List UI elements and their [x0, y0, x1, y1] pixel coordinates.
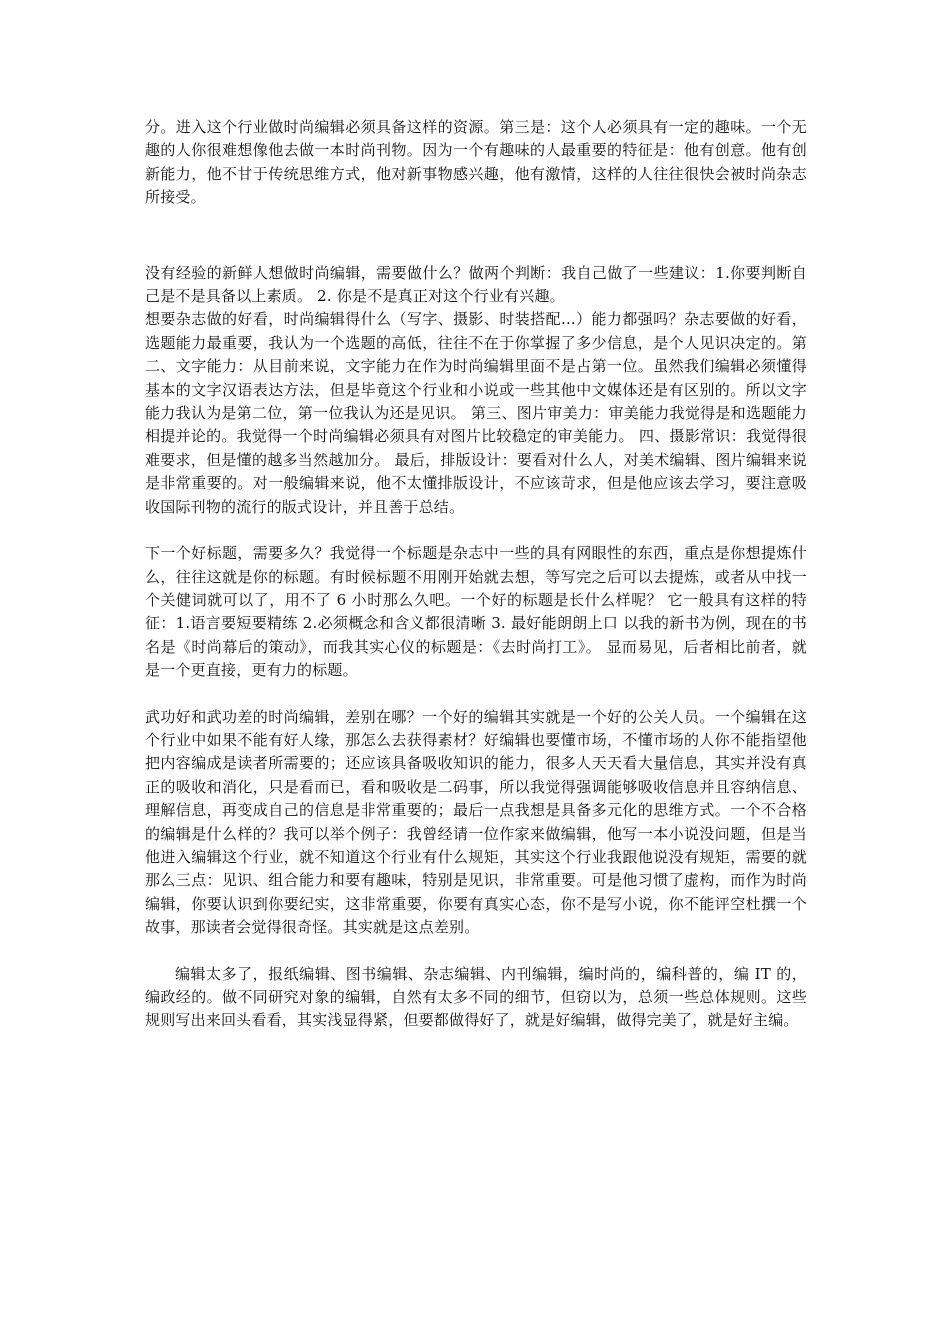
paragraph-good-vs-bad-editor: 武功好和武功差的时尚编辑，差别在哪？一个好的编辑其实就是一个好的公关人员。一个编辑在这个行业中如果不能有好人缘，那怎么去获得素材？好编辑也要懂市场，不懂市场的人你不能指望他把内容编成是读者所需要的；还应该具备吸收知识的能力，很多人天天看大量信息，其实并没有真正的吸收和消化，只是看而已，看和吸收是二码事，所以我觉得强调能够吸收信息并且容纳信息、理解信息，再变成自己的信息是非常重要的；最后一点我想是具备多元化的思维方式。一个不合格的编辑是什么样的？我可以举个例子：我曾经请一位作家来做编辑，他写一本小说没问题，但是当他进入编辑这个行业，就不知道这个行业有什么规矩，其实这个行业我跟他说没有规矩，需要的就那么三点：见识、组合能力和要有趣味，特别是见识，非常重要。可是他习惯了虚构，而作为时尚编辑，你要认识到你要纪实，这非常重要，你要有真实心态，你不是写小说，你不能评空杜撰一个故事，那读者会觉得很奇怪。其实就是这点差别。 — [145, 707, 807, 937]
paragraph-good-title: 下一个好标题，需要多久？我觉得一个标题是杂志中一些的具有网眼性的东西，重点是你想提炼什么，往往这就是你的标题。有时候标题不用刚开始就去想，等写完之后可以去提炼，或者从中找一个关健词就可以了，用不了 6 小时那么久吧。一个好的标题是长什么样呢？ 它一般具有这样的特征：1.语言要短要精练 2.必须概念和含义都很清晰 3. 最好能朗朗上口 以我的新书为例，现在的书名是《时尚幕后的策动》，而我其实心仪的标题是：《去时尚打工》。 显而易见，后者相比前者，就是一个更直接，更有力的标题。 — [145, 544, 807, 680]
document-page — [145, 116, 807, 1033]
paragraph-spacer — [145, 519, 807, 542]
paragraph-spacer — [145, 940, 807, 963]
paragraph-newcomer-advice: 没有经验的新鲜人想做时尚编辑，需要做什么？做两个判断：我自己做了一些建议：1.你要判断自己是不是具备以上素质。 2. 你是不是真正对这个行业有兴趣。 — [145, 263, 807, 306]
paragraph-spacer — [145, 210, 807, 262]
paragraph-editor-rules: 编辑太多了，报纸编辑、图书编辑、杂志编辑、内刊编辑，编时尚的，编科普的，编 IT 的，编政经的。做不同研究对象的编辑，自然有太多不同的细节，但窃以为，总须一些总体规则。这些规则写出来回头看看，其实浅显得紧，但要都做得好了，就是好编辑，做得完美了，就是好主编。 — [145, 964, 807, 1030]
paragraph-editor-abilities: 想要杂志做的好看，时尚编辑得什么（写字、摄影、时装搭配...）能力都强吗？杂志要做的好看，选题能力最重要，我认为一个选题的高低，往往不在于你掌握了多少信息，是个人见识决定的。第二、文字能力：从目前来说，文字能力在作为时尚编辑里面不是占第一位。虽然我们编辑必须懂得基本的文字汉语表达方法，但是毕竟这个行业和小说或一些其他中文媒体还是有区别的。所以文字能力我认为是第二位，第一位我认为还是见识。 第三、图片审美力：审美能力我觉得是和选题能力相提并论的。我觉得一个时尚编辑必须具有对图片比较稳定的审美能力。 四、摄影常识：我觉得很难要求，但是懂的越多当然越加分。 最后，排版设计：要看对什么人，对美术编辑、图片编辑来说是非常重要的。对一般编辑来说，他不太懂排版设计，不应该苛求，但是他应该去学习，要注意吸收国际刊物的流行的版式设计，并且善于总结。 — [145, 310, 807, 516]
paragraph-interest: 分。进入这个行业做时尚编辑必须具备这样的资源。第三是：这个人必须具有一定的趣味。一个无趣的人你很难想像他去做一本时尚刊物。因为一个有趣味的人最重要的特征是：他有创意。他有创新能力，他不甘于传统思维方式，他对新事物感兴趣，他有激情，这样的人往往很快会被时尚杂志所接受。 — [145, 118, 807, 207]
paragraph-spacer — [145, 683, 807, 706]
